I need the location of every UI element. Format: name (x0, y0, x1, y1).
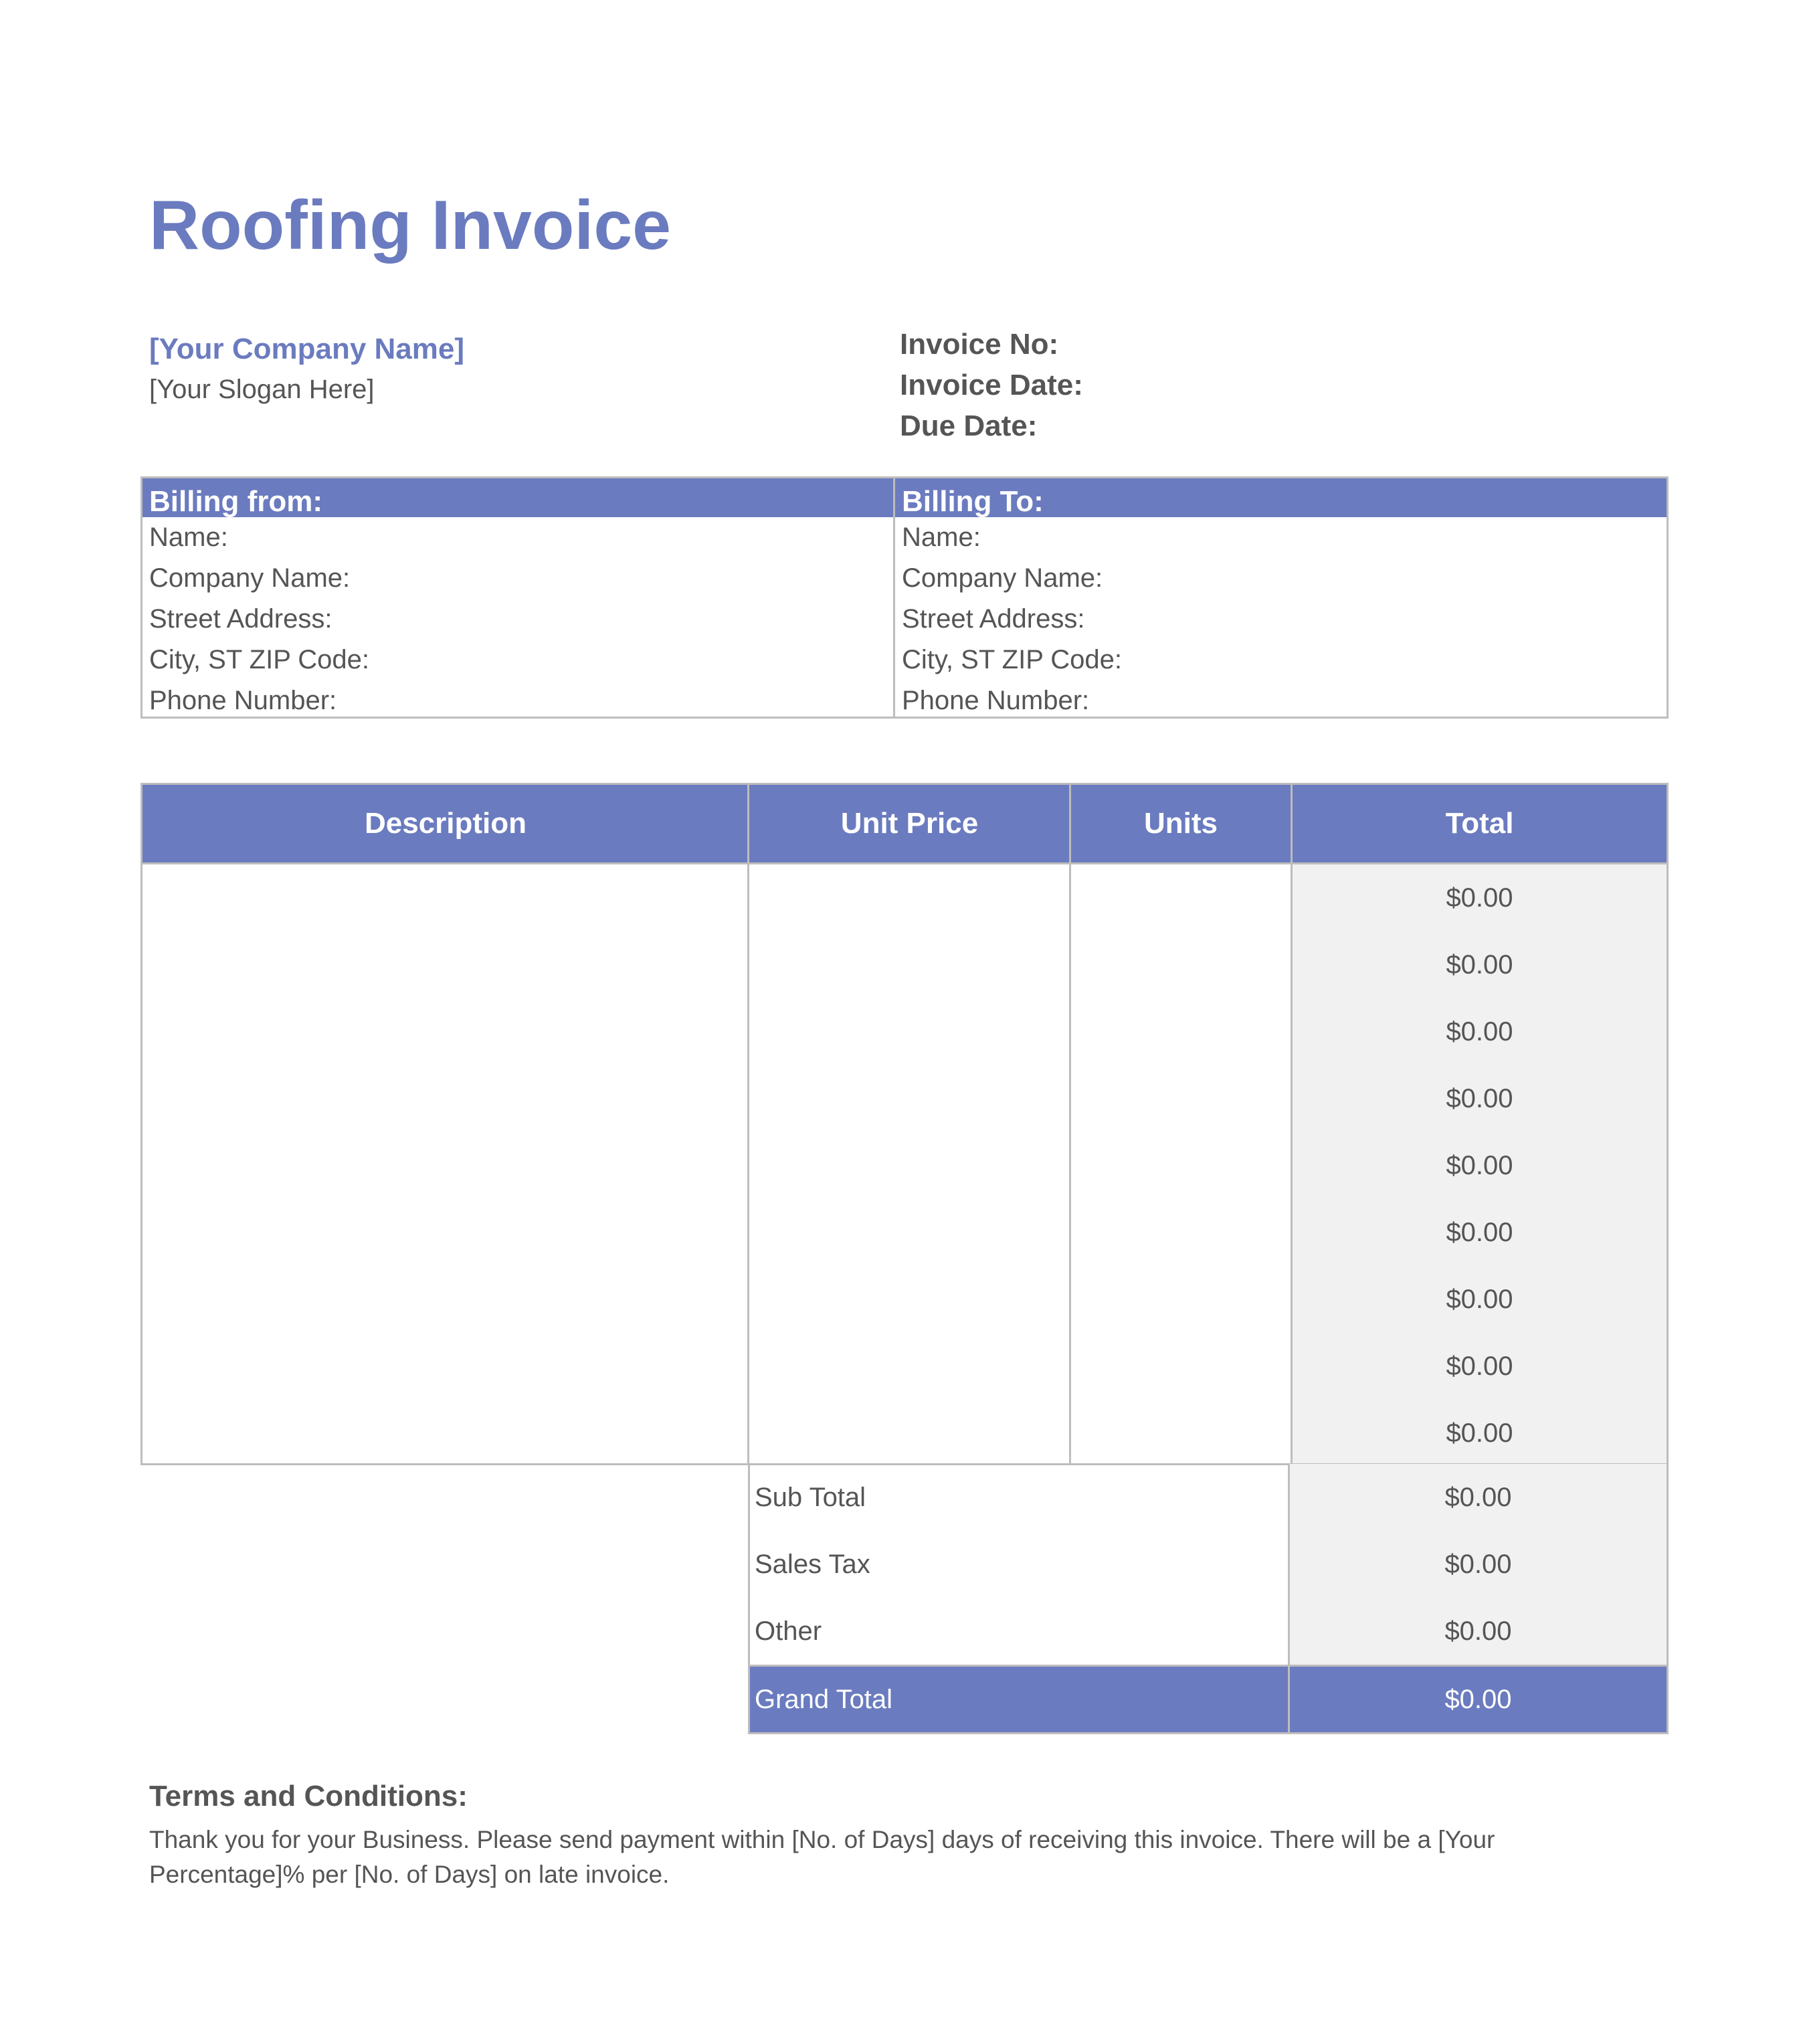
row-total: $0.00 (1446, 1218, 1513, 1247)
company-name: [Your Company Name] (149, 333, 465, 365)
row-total: $0.00 (1446, 950, 1513, 980)
terms-title: Terms and Conditions: (149, 1780, 468, 1813)
other-label: Other (755, 1616, 822, 1646)
grand-total-value: $0.00 (1444, 1685, 1512, 1714)
summary-block (748, 1464, 1669, 1734)
row-total: $0.00 (1446, 1352, 1513, 1381)
column-header-unit-price: Unit Price (840, 807, 979, 840)
due-date-label: Due Date: (900, 409, 1038, 442)
billing-to-street-label: Street Address: (902, 604, 1085, 634)
grand-total-label: Grand Total (755, 1685, 893, 1714)
sub-total-label: Sub Total (755, 1483, 866, 1512)
billing-from-section (143, 478, 895, 717)
items-table-header (140, 783, 1669, 864)
header-divider (1291, 785, 1293, 862)
company-slogan: [Your Slogan Here] (149, 375, 375, 404)
billing-from-city-label: City, ST ZIP Code: (149, 645, 370, 674)
billing-from-street-label: Street Address: (149, 604, 333, 634)
billing-to-phone-label: Phone Number: (902, 686, 1090, 715)
sales-tax-label: Sales Tax (755, 1550, 870, 1579)
row-total: $0.00 (1446, 1418, 1513, 1448)
billing-to-company-label: Company Name: (902, 563, 1103, 593)
header-divider (747, 785, 749, 862)
header-divider (1069, 785, 1071, 862)
row-total: $0.00 (1446, 1017, 1513, 1046)
terms-text: Thank you for your Business. Please send payment within [No. of Days] days of receiving this invoice. There will be a [Your Percentage]% per [No. of Days] on late invoice. (149, 1826, 1495, 1888)
sub-total-value: $0.00 (1444, 1483, 1512, 1512)
billing-to-header: Billing To: (895, 478, 1667, 517)
billing-from-company-label: Company Name: (149, 563, 351, 593)
billing-from-header: Billing from: (143, 478, 893, 517)
items-table-body (140, 864, 1669, 1465)
invoice-number-label: Invoice No: (900, 328, 1059, 361)
row-total: $0.00 (1446, 1084, 1513, 1113)
billing-to-section (895, 478, 1667, 717)
column-header-description: Description (364, 807, 527, 840)
row-total: $0.00 (1446, 883, 1513, 913)
billing-from-phone-label: Phone Number: (149, 686, 337, 715)
column-header-units: Units (1144, 807, 1218, 840)
billing-table (140, 476, 1669, 719)
column-divider (1069, 864, 1071, 1463)
column-header-total: Total (1445, 807, 1514, 840)
billing-to-name-label: Name: (902, 523, 981, 552)
column-divider (747, 864, 749, 1463)
invoice-title: Roofing Invoice (149, 187, 671, 264)
other-value: $0.00 (1444, 1616, 1512, 1646)
billing-from-name-label: Name: (149, 523, 228, 552)
row-total: $0.00 (1446, 1285, 1513, 1314)
row-total: $0.00 (1446, 1151, 1513, 1180)
billing-to-city-label: City, ST ZIP Code: (902, 645, 1123, 674)
invoice-date-label: Invoice Date: (900, 369, 1083, 401)
sales-tax-value: $0.00 (1444, 1550, 1512, 1579)
